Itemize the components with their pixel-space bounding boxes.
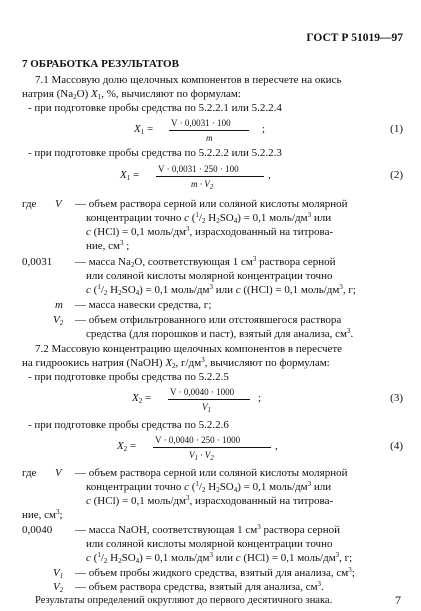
prep-line-1: - при подготовке пробы средства по 5.2.2.1 или 5.2.2.4: [28, 102, 282, 114]
document-page: ГОСТ Р 51019—97 7 ОБРАБОТКА РЕЗУЛЬТАТОВ 7.1 Массовую долю щелочных компонентов в пересчете на окись натрия $(Na_2O)$ $X_1$, %, вычисляют по формулам: - при подготовке пробы средства по 5.2.2.1 или 5.2.2.4 $X_1$ = V · 0,0031 · 100 m ; (1) - при подготовке пробы средства по 5.2.2.2 или 5.2.2.3 $X_1$ = V · 0,0031 · 250 · 100 $m \cdot V_2$ , (2) где V — объем раствора серной или соляной кислоты молярной концентрации точно c ($^1/_2$ $H_2SO_4) = 0,1$ моль/$дм^3$ или c (HCl) = 0,1 моль/$дм^3$, израсходованный на титрова- ние, $см^3$ ; 0,0031 — масса $Na_2O$, соответствующая 1 $см^3$ раствора серной или соляной кислоты молярной концентрации точно c ($^1/_2$ $H_2SO_4) = 0,1$ моль/$дм^3$ или c ((HCl) = 0,1 моль/$дм^3$, г; m — масса навески средства, г; $V_2$ — объем отфильтрованного или отстоявшегося раствора средства (для порошков и паст), взятый для анализа, $см^3$. 7.2 Массовую концентрацию щелочных компонентов в пересчете на гидроокись натрия (NaOH) $X_2$, $г/дм^3$, вычисляют по формулам: - при подготовке пробы средства по 5.2.2.5 $X_2$ = V · 0,0040 · 1000 $V_1$ ; (3) - при подготовке пробы средства по 5.2.2.6 $X_2$ = V · 0,0040 · 250 · 1000 $V_1 \cdot V_2$ , (4) где V — объем раствора серной или соляной кислоты молярной концентрации точно c ($^1/_2$ $H_2SO_4) = 0,1$ моль/$дм^3$ или c (HCl) = 0,1 моль/$дм^3$, израсходованный на титрова- ние, $см^3$; 0,0040 — масса NaOH, соответствующая 1 $см^3$ раствора серной или соляной кислоты молярной концентрации точно c ($^1/_2$ $H_2SO_4) = 0,1$ моль/$дм^3$ или c (HCl) = 0,1 моль/$дм^3$, г; $V_1$ — объем пробы жидкого средства, взятый для анализа, $см^3$; $V_2$ — объем раствора средства, взятый для анализа, $см^3$. Результаты определений округляют до первого десятичного знака. 7: [0, 0, 421, 611]
para-7-1-line2: натрия $(Na_2O)$ $X_1$, %, вычисляют по формулам:: [22, 88, 241, 101]
para-7-2-line1: 7.2 Массовую концентрацию щелочных компонентов в пересчете: [35, 343, 343, 355]
section-title: 7 ОБРАБОТКА РЕЗУЛЬТАТОВ: [22, 58, 179, 70]
results-note: Результаты определений округляют до первого десятичного знака.: [35, 595, 333, 606]
equation-number-4: (4): [390, 440, 403, 452]
para-7-1-line1: 7.1 Массовую долю щелочных компонентов в пересчете на окись: [35, 74, 342, 86]
equation-number-2: (2): [390, 169, 403, 181]
para-7-2-line2: на гидроокись натрия (NaOH) $X_2$, $г/дм^3$, вычисляют по формулам:: [22, 356, 330, 370]
prep-line-4: - при подготовке пробы средства по 5.2.2.6: [28, 419, 229, 431]
standard-number: ГОСТ Р 51019—97: [306, 32, 403, 44]
equation-number-1: (1): [390, 123, 403, 135]
prep-line-2: - при подготовке пробы средства по 5.2.2.2 или 5.2.2.3: [28, 147, 282, 159]
page-number: 7: [395, 593, 401, 607]
equation-number-3: (3): [390, 392, 403, 404]
prep-line-3: - при подготовке пробы средства по 5.2.2.5: [28, 371, 229, 383]
